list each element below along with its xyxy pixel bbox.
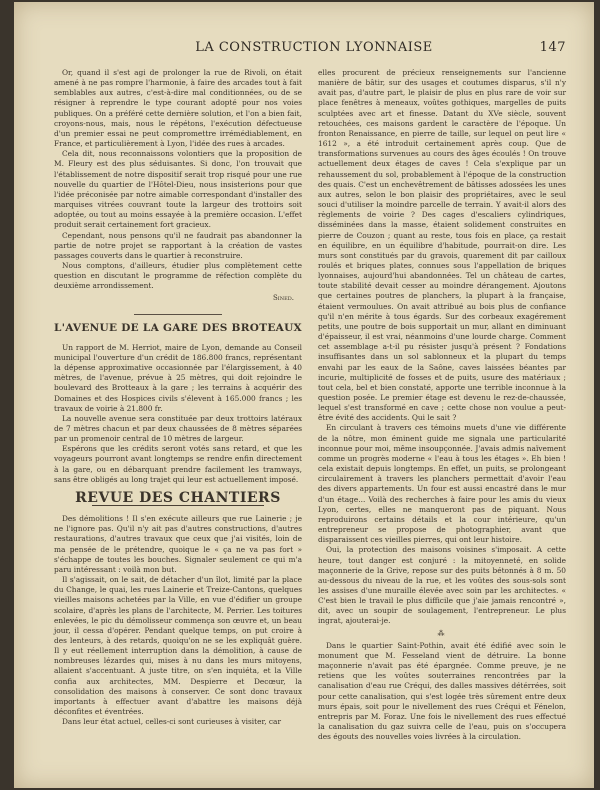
right-column xyxy=(318,68,566,742)
paragraph: En circulant à travers ces témoins muets d'une vie différente de la nôtre, mon éminent guide me signala une particularité inconnue pour moi, même insoupçonnée. J'avais admis naïvement comme un progrès moderne « l'eau à tous les étages ». Eh bien ! cela existait depuis longtemps. En effet, un puits, se prolongeant circulairement à travers les planchers permettait d'avoir l'eau des divers appartements. Un four est aussi encastré dans le mur d'un étage... Voilà des recherches à faire pour les amis du vieux Lyon, certes, elles ne manqueront pas de piquant. Nous reproduirons certains détails et la cour intérieure, qu'un entrepreneur se propose de photographier, avant que disparaissent ces vieilles pierres, qui ont leur histoire. xyxy=(318,423,566,545)
page-header xyxy=(52,40,576,60)
paragraph: Nous comptons, d'ailleurs, étudier plus complètement cette question en discutant le programme de réfection complète du deuxième arrondissement. xyxy=(54,260,302,291)
newspaper-page xyxy=(14,2,594,788)
paragraph: Dans leur état actuel, celles-ci sont curieuses à visiter, car xyxy=(62,717,282,727)
paragraph: Dans le quartier Saint-Pothin, avait été édifié avec soin le monument que M. Fesseland vient de détruire. La bonne maçonnerie n'avait pas été épargnée. Comme preuve, je ne retiens que les voûtes souterraines rencontrées par la canalisation d'eau rue Créqui, des dalles massives détérrées, soit pour cette canalisation, qui s'est logée très sûrement entre deux murs épais, soit pour le nivellement des rues Créqui et Fénelon, entrepris par M. Foraz. Une fois le nivellement des rues effectué la canalisation du gaz suivra celle de l'eau, puis on s'occupera des égouts des nouvelles voies livrées à la circulation. xyxy=(318,640,566,742)
left-column xyxy=(54,68,302,727)
paragraph: Des démolitions ! Il s'en exécute ailleurs que rue Lainerie ; je ne l'ignore pas. Qu'il n'y ait pas d'autres constructions, d'autres restaurations, d'autres travaux que ceux que j'ai visités, loin de ma pensée de le prétendre, quoique le « ça ne va pas fort » s'échappe de toutes les bouches. Signaler seulement ce qui m'a paru intéressant : voilà mon but. xyxy=(54,514,302,574)
paragraph: elles procurent de précieux renseignements sur l'ancienne manière de bâtir, sur des usages et coutumes disparus, s'il n'y avait pas, d'autre part, le plaisir de plus en plus rare de voir sur place fenêtres à meneaux, voûtes gothiques, margelles de puits sculptées avec art et finesse. Datant du XVe siècle, souvent retouchées, ces maisons gardent le caractère de l'époque. Un fronton Renaissance, en pierre de taille, sur lequel on peut lire « 1612 », a été introduit certainement après coup. Que de transformations survenues au cours des âges écoulés ! On trouve actuellement deux étages de caves ! Cela s'explique par un rehaussement du sol, probablement à l'époque de la construction des quais. C'est un enchevêtrement de bâtisses adossées les unes aux autres, selon le bon plaisir des propriétaires, avec le seul souci d'utiliser la moindre parcelle de terrain. Y avait-il alors des règlements de voirie ? Des cages d'escaliers cylindriques, disséminées dans la masse, étaient solidement construites en pierre de Couzon ; quant au reste, tous fois en place, ça restait en équilibre, en un équilibre d'habitude, pourrait-on dire. Les murs sont constitués par du gravois, quarement dit par cailloux roulés et briques plates, connues sous l'appellation de briques lyonnaises, aujourd'hui abandonnées. Tel un château de cartes, toute stabilité devait cesser au moindre dérangement. Ajoutons que certaines poutres de planchers, la plupart à la française, étaient vermoulues. On avait attribué au bois plus de confiance qu'il n'en mérite à tous égards. Sur des corbeaux exagérement petits, une poutre de bois supportait un mur, allant en diminuant d'épaisseur, il est vrai, néanmoins d'une lourde charge. Comment cet assemblage a-t-il pu résister jusqu'à présent ? Fondations insuffisantes dans un sol sablonneux et la plupart du temps envahi par les eaux de la Saône, caves laissées béantes par incurie, multiplicité de fosses et de puits, usure des matériaux ; tout cela, bel et bien constaté, apporte une terrible inconnue à la question posée. Le premier étage est devenu le rez-de-chaussée, lequel s'est transformé en cave ; cette chose non voulue a peut-être évité des accidents. Qui le sait ? xyxy=(318,68,566,423)
paragraph: Or, quand il s'est agi de prolonger la rue de Rivoli, on était amené à ne pas rompre l'harmonie, à faire des arcades tout à fait semblables aux autres, c'est-à-dire mal conditionnées, ou de se résigner à reprendre le type courant adopté pour nos voies publiques. On a préféré cette dernière solution, et l'on a bien fait, croyons-nous, mais, nous le répétons, l'exécution défectueuse d'un premier essai ne peut compromettre irrémédiablement, en France, et particulièrement à Lyon, l'idée des rues à arcades. xyxy=(54,68,302,149)
paragraph: Cependant, nous pensons qu'il ne faudrait pas abandonner la partie de notre projet se rapportant à la création de vastes passages couverts dans le quartier à reconstruire. xyxy=(54,230,302,260)
section-title-broteaux: L'AVENUE DE LA GARE DES BROTEAUX xyxy=(54,321,302,334)
journal-title: LA CONSTRUCTION LYONNAISE xyxy=(195,40,433,55)
paragraph: Il s'agissait, on le sait, de détacher d'un îlot, limité par la place du Change, le quai, les rues Lainerie et Treize-Cantons, quelques vieilles maisons achetées par la Ville, en vue d'édifier un groupe scolaire, d'après les plans de l'architecte, M. Perrier. Les toitures enlevées, le pic du démolisseur commença son œuvre et, un beau jour, il cessa d'opérer. Pendant quelque temps, on put croire à des lenteurs, à des retards, quoiqu'on ne se les expliquât guère. Il y eut réellement interruption dans la démolition, à cause de nombreuses lézardes qui, mises à nu dans les murs mitoyens, allaient s'accentuant. A juste titre, on s'en inquiéta, et la Ville confia aux architectes, MM. Despierre et Decœur, la consolidation des maisons à conserver. Ce sont donc travaux importants à effectuer avant d'abattre les maisons déjà déconfites et éventrées. xyxy=(54,575,302,717)
paragraph: Un rapport de M. Herriot, maire de Lyon, demande au Conseil municipal l'ouverture d'un crédit de 186.800 francs, représentant la dépense approximative occasionnée par l'élargissement, à 40 mètres, de l'avenue, prévue à 25 mètres, qui doit rejoindre le boulevard des Brotteaux à la gare ; les terrains à acquérir des Domaines et des Hospices civils s'élevent à 165.000 francs ; les travaux de voirie à 21.800 fr. xyxy=(54,342,302,413)
paragraph: Cela dit, nous reconnaissons volontiers que la proposition de M. Fleury est des plus séduisantes. Si donc, l'on trouvait que l'établissement de notre dispositif serait trop risqué pour une rue nouvelle du quartier de l'Hôtel-Dieu, nous insisterions pour que l'idée préconisée par notre aimable correspondant d'installer des marquises vitrées couvrant toute la largeur des trottoirs soit adoptée, ou tout au moins essayée à la première occasion. L'effet produit serait certainement fort gracieux. xyxy=(54,149,302,230)
page-number: 147 xyxy=(539,40,566,55)
paragraph: Espérons que les crédits seront votés sans retard, et que les voyageurs pourront avant longtemps se rendre enfin directement à la gare, ou en débarquant prendre facilement les tramways, sans être obligés au long trajet qui leur est actuellement imposé. xyxy=(54,444,302,484)
section-title-chantiers: REVUE DES CHANTIERS xyxy=(75,489,281,506)
section-divider xyxy=(134,314,222,315)
author-signature: Sined. xyxy=(272,294,294,303)
paragraph: La nouvelle avenue sera constituée par deux trottoirs latéraux de 7 mètres chacun et par deux chaussées de 8 mètres séparées par un promenoir central de 10 mètres de largeur. xyxy=(54,413,302,444)
paragraph: Oui, la protection des maisons voisines s'imposait. A cette heure, tout danger est conjuré : la mitoyenneté, en solide maçonnerie de la Grive, repose sur des puits bétonnés à 8 m. 50 au-dessous du niveau de la rue, et les voûtes des sous-sols sont les assises d'une muraille élevée avec soin par les architectes. « C'est bien le travail le plus difficile que j'aie jamais rencontré », dit, avec un soupir de soulagement, l'entrepreneur. Le plus ingrat, ajouterai-je. xyxy=(318,545,566,626)
section-separator: ⁂ xyxy=(437,629,447,638)
